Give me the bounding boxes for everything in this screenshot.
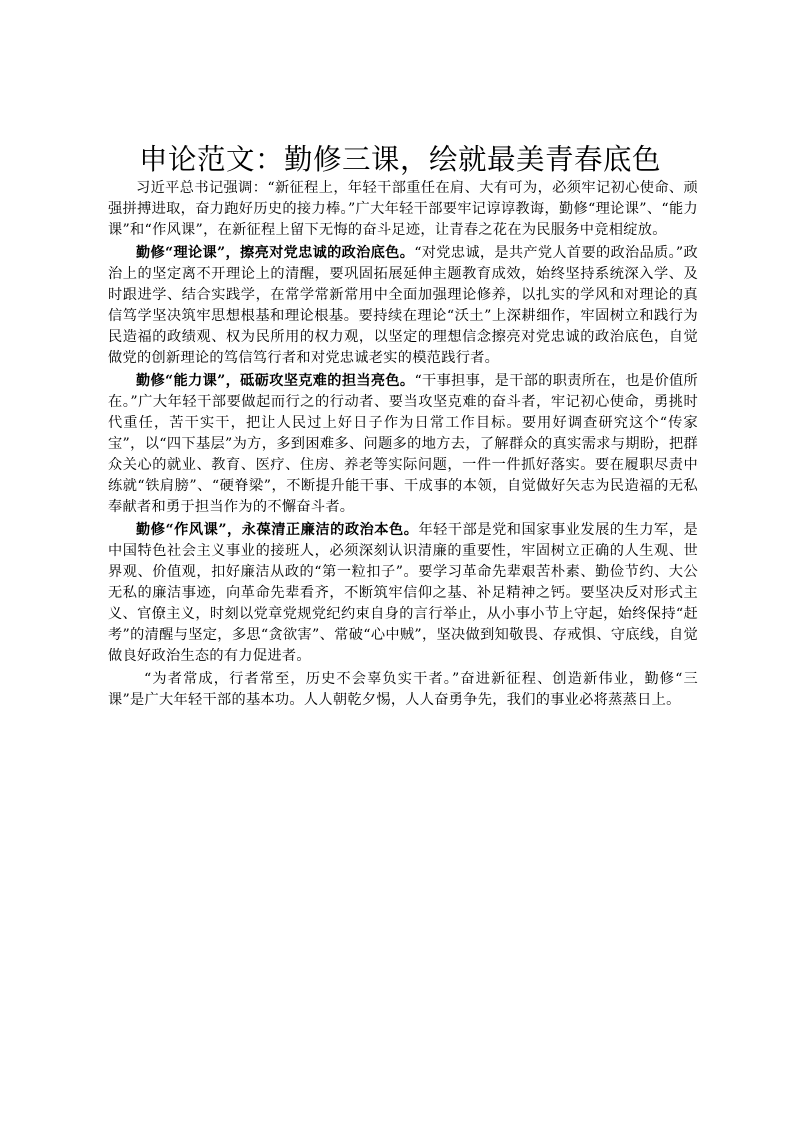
paragraph-lead: 勤修“能力课”，砥砺攻坚克难的担当亮色。: [136, 373, 415, 389]
paragraph-text: 习近平总书记强调：“新征程上，年轻干部重任在肩、大有可为，必须牢记初心使命、顽强拼搏进取，奋力跑好历史的接力棒。”广大年轻干部要牢记谆谆教诲，勤修“理论课”、“能力课”和“作风课”，在新征程上留下无悔的奋斗足迹，让青春之花在为民服务中竞相绽放。: [108, 180, 698, 238]
paragraph-ability-course: [108, 371, 698, 518]
paragraph-text: 年轻干部是党和国家事业发展的生力军，是中国特色社会主义事业的接班人，必须深刻认识清廉的重要性，牢固树立正确的人生观、世界观、价值观，扣好廉洁从政的“第一粒扣子”。要学习革命先辈艰苦朴素、勤俭节约、大公无私的廉洁事迹，向革命先辈看齐，不断筑牢信仰之基、补足精神之钙。要坚决反对形式主义、官僚主义，时刻以党章党规党纪约束自身的言行举止，从小事小节上守起，始终保持“赶考”的清醒与坚定，多思“贪欲害”、常破“心中贼”，坚决做到知敬畏、存戒惧、守底线，自觉做良好政治生态的有力促进者。: [108, 522, 698, 664]
paragraph-lead: 勤修“作风课”，永葆清正廉洁的政治本色。: [136, 522, 419, 538]
paragraph-text: “干事担事，是干部的职责所在，也是价值所在。”广大年轻干部要做起而行之的行动者、要当攻坚克难的奋斗者，牢记初心使命，勇挑时代重任，苦干实干，把让人民过上好日子作为日常工作目标。要用好调查研究这个“传家宝”，以“四下基层”为方，多到困难多、问题多的地方去，了解群众的真实需求与期盼，把群众关心的就业、教育、医疗、住房、养老等实际问题，一件一件抓好落实。要在履职尽责中练就“铁肩膀”、“硬脊梁”，不断提升能干事、干成事的本领，自觉做好矢志为民造福的无私奉献者和勇于担当作为的不懈奋斗者。: [108, 373, 698, 515]
paragraph-theory-course: [108, 243, 698, 369]
paragraph-style-course: [108, 520, 698, 667]
paragraph-text: “为者常成，行者常至，历史不会辜负实干者。”奋进新征程、创造新伟业，勤修“三课”是广大年轻干部的基本功。人人朝乾夕惕，人人奋勇争先，我们的事业必将蒸蒸日上。: [108, 671, 698, 708]
paragraph-text: “对党忠诚，是共产党人首要的政治品质。”政治上的坚定离不开理论上的清醒，要巩固拓展延伸主题教育成效，始终坚持系统深入学、及时跟进学、结合实践学，在常学常新常用中全面加强理论修养，以扎实的学风和对理论的真信笃学坚决筑牢思想根基和理论根基。要持续在理论“沃土”上深耕细作，牢固树立和践行为民造福的政绩观、权为民所用的权力观，以坚定的理想信念擦亮对党忠诚的政治底色，自觉做党的创新理论的笃信笃行者和对党忠诚老实的模范践行者。: [108, 245, 698, 366]
document-title: 申论范文：勤修三课，绘就最美青春底色: [138, 143, 661, 176]
paragraph-lead: 勤修“理论课”，擦亮对党忠诚的政治底色。: [136, 245, 415, 261]
document-body: [108, 142, 698, 713]
paragraph-intro: [108, 178, 698, 241]
paragraph-conclusion: [108, 669, 698, 711]
